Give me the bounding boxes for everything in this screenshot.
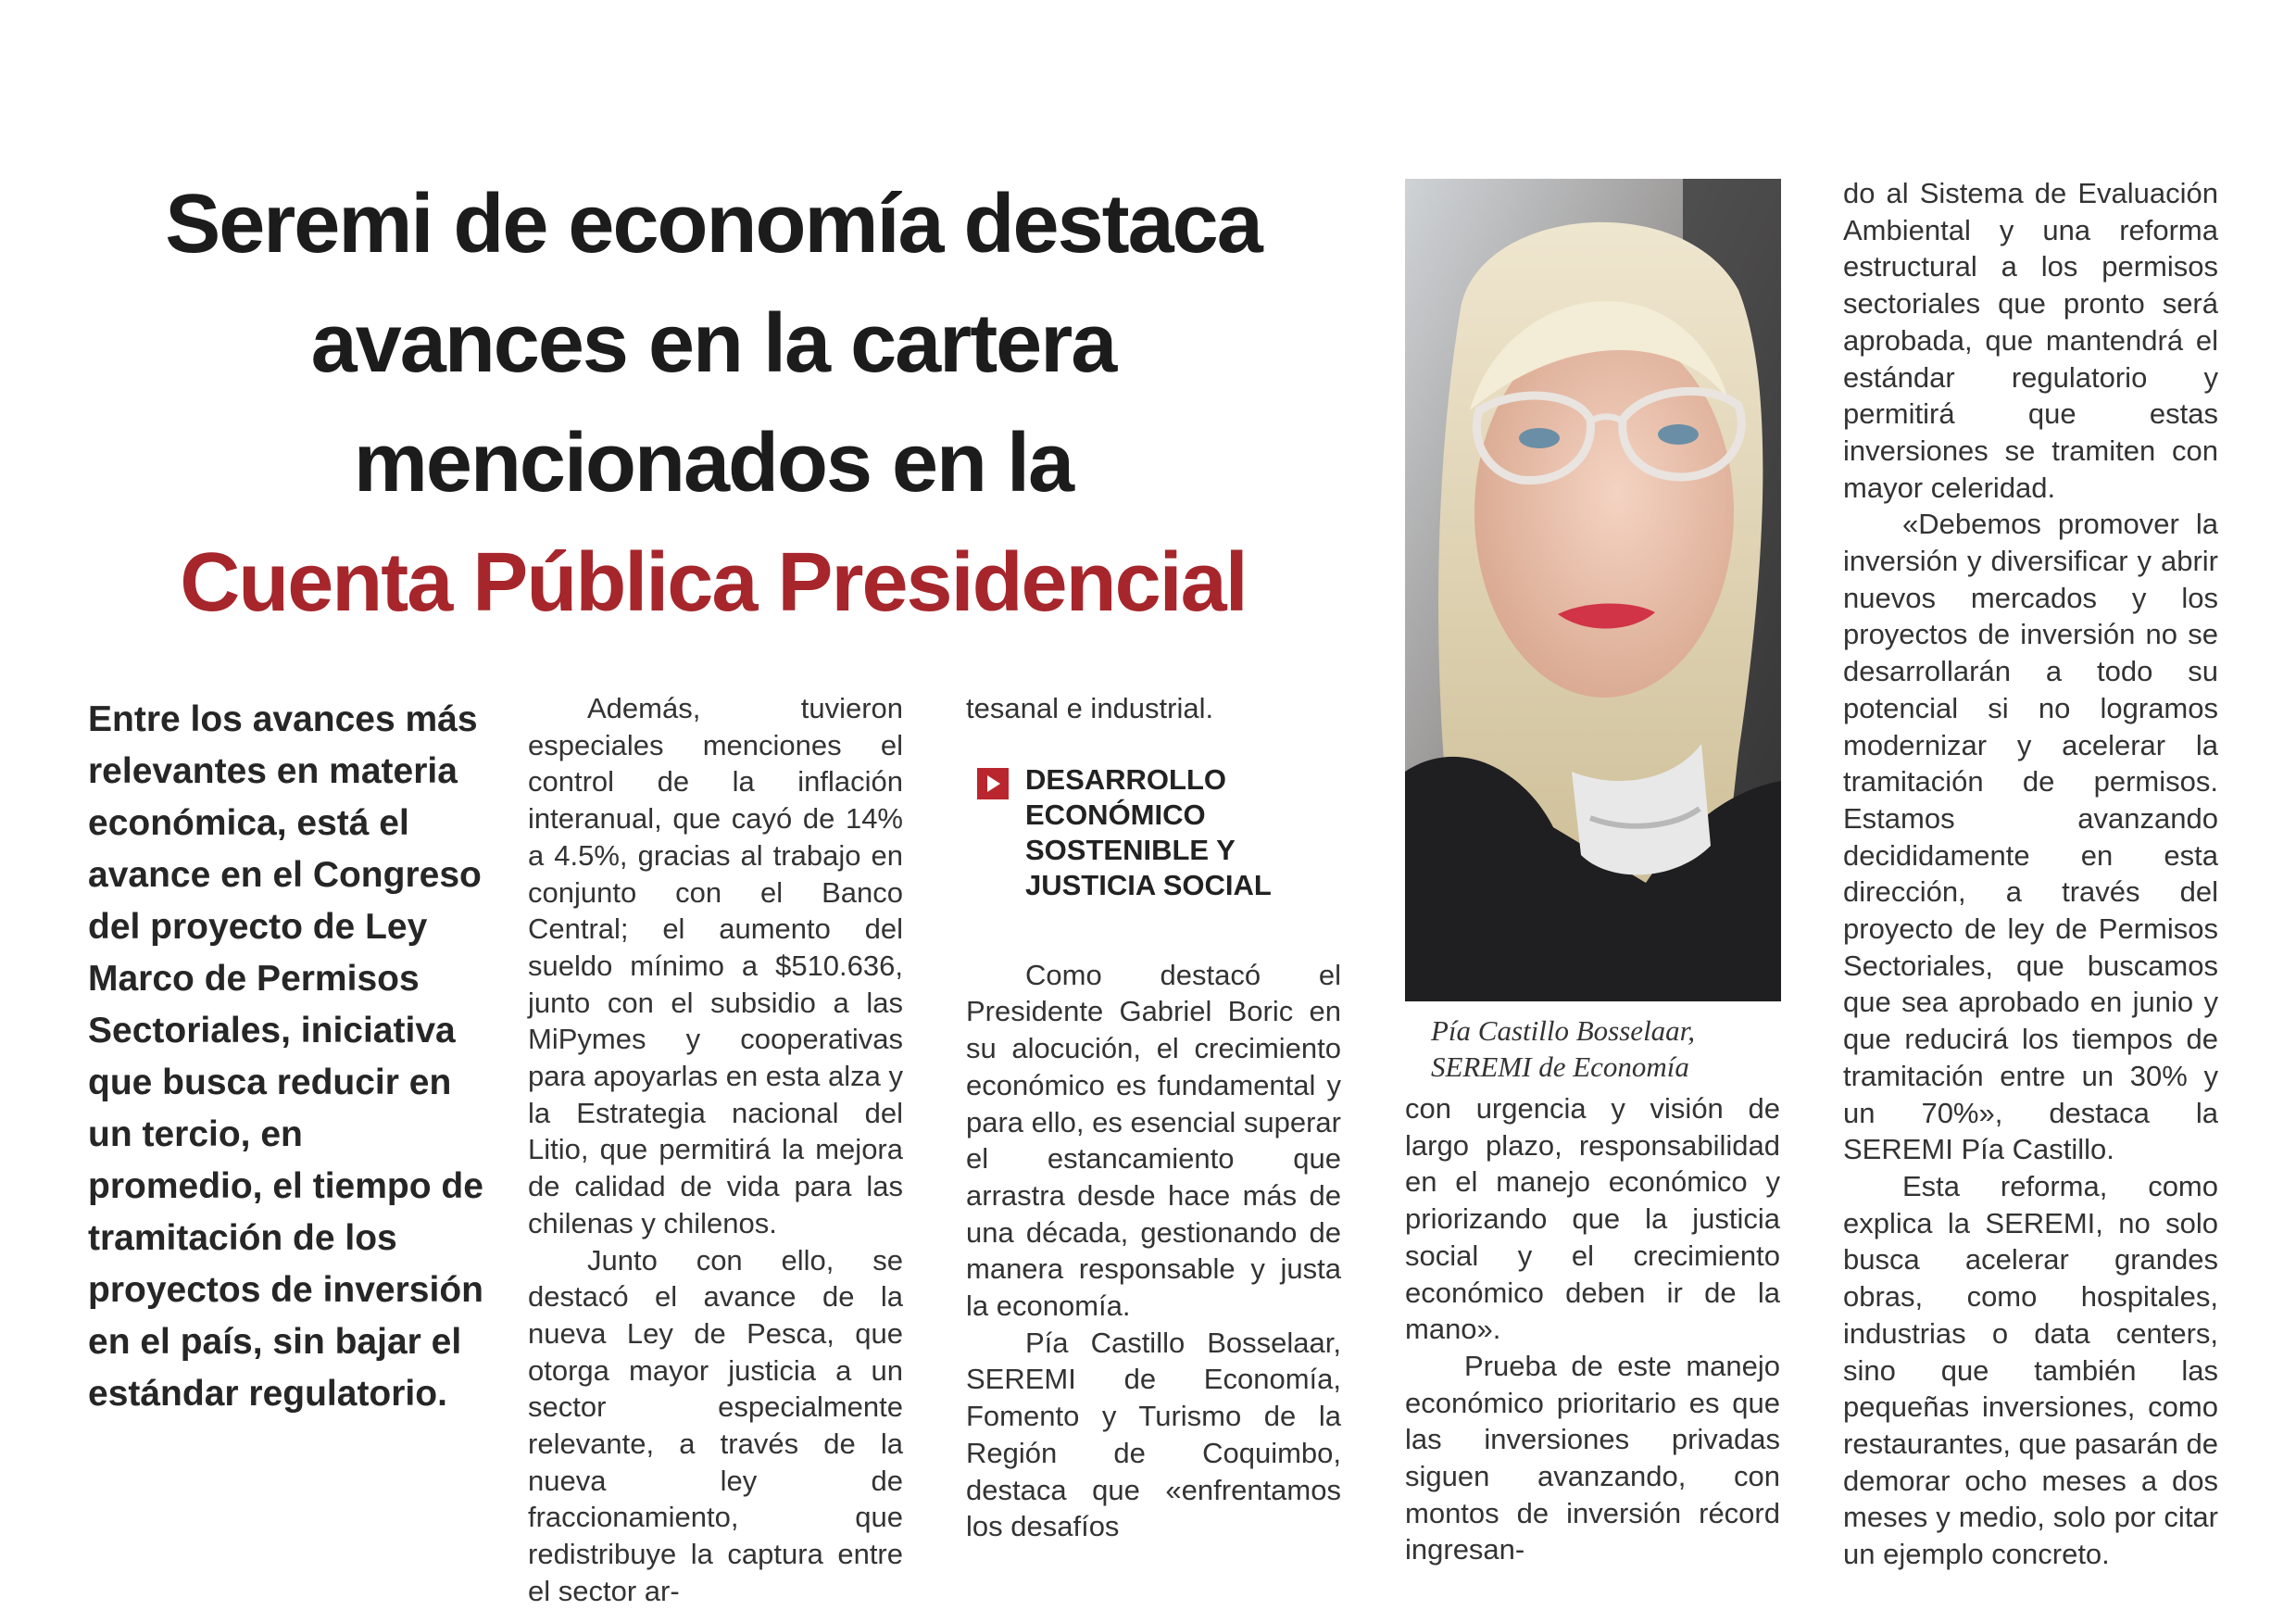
- paragraph-continuation: con urgencia y visión de largo plazo, responsabilidad en el manejo económico y priorizando que la justicia social y el crecimiento económico deben ir de la mano».: [1405, 1092, 1780, 1346]
- article-column-4: [1843, 175, 2218, 1573]
- headline: [130, 165, 1297, 643]
- article-column-3: [1405, 1090, 1780, 1568]
- paragraph: Pía Castillo Bosselaar, SEREMI de Economía, Fomento y Turismo de la Región de Coquimbo, destaca que «enfrentamos los desafíos: [966, 1326, 1341, 1543]
- lede-paragraph: Entre los avances más relevantes en materia económica, está el avance en el Congreso del proyecto de Ley Marco de Permisos Sectoriales, iniciativa que busca reducir en un tercio, en promedio, el tiempo de tramitación de los proyectos de inversión en el país, sin bajar el estándar regulatorio.: [88, 699, 483, 1414]
- photo-caption: [1431, 1013, 1801, 1085]
- paragraph-continuation: tesanal e industrial.: [966, 692, 1214, 724]
- section-subhead: [966, 762, 1341, 903]
- portrait-photo: [1405, 179, 1781, 1001]
- caption-line-1: Pía Castillo Bosselaar,: [1431, 1014, 1696, 1047]
- headline-line-3: mencionados en la: [353, 417, 1073, 509]
- headline-line-2: avances en la cartera: [310, 297, 1116, 390]
- headline-line-1: Seremi de economía destaca: [165, 178, 1261, 270]
- paragraph-continuation: do al Sistema de Evaluación Ambiental y una reforma estructural a los permisos sectoriales que pronto será aprobada, que mantendrá el estándar regulatorio y permitirá que estas inversiones se tramiten con mayor celeridad.: [1843, 177, 2218, 504]
- headline-accent-line: Cuenta Pública Presidencial: [180, 536, 1247, 629]
- play-arrow-icon: [977, 768, 1009, 799]
- paragraph: Esta reforma, como explica la SEREMI, no solo busca acelerar grandes obras, como hospitales, industrias o data centers, sino que también las pequeñas inversiones, como restaurantes, que pasarán de demorar ocho meses a dos meses y medio, solo por citar un ejemplo concreto.: [1843, 1169, 2218, 1571]
- paragraph: «Debemos promover la inversión y diversificar y abrir nuevos mercados y los proyectos de inversión no se desarrollarán a todo su potencial si no logramos modernizar y acelerar la tramitación de permisos. Estamos avanzando decididamente en esta dirección, a través del proyecto de ley de Permisos Sectoriales, que buscamos que sea aprobado en junio y que reducirá los tiempos de tramitación entre un 30% y un 70%», destaca la SEREMI Pía Castillo.: [1843, 508, 2218, 1166]
- portrait-illustration: [1405, 179, 1781, 1001]
- article-column-1: [528, 690, 903, 1610]
- subhead-text: DESARROLLO ECONÓMICO SOSTENIBLE Y JUSTICIA SOCIAL: [1025, 762, 1272, 901]
- article-column-2: [966, 690, 1341, 1545]
- paragraph: Prueba de este manejo económico prioritario es que las inversiones privadas siguen avanzando, con montos de inversión récord ingresan-: [1405, 1349, 1780, 1566]
- paragraph: Junto con ello, se destacó el avance de la nueva Ley de Pesca, que otorga mayor justicia a un sector especialmente relevante, a través de la nueva ley de fraccionamiento, que redistribuye la captura entre el sector ar-: [528, 1243, 903, 1607]
- caption-line-2: SEREMI de Economía: [1431, 1050, 1689, 1083]
- paragraph: Además, tuvieron especiales menciones el control de la inflación interanual, que cayó de 14% a 4.5%, gracias al trabajo en conjunto con el Banco Central; el aumento del sueldo mínimo a $510.636, junto con el subsidio a las MiPymes y cooperativas para apoyarlas en esta alza y la Estrategia nacional del Litio, que permitirá la mejora de calidad de vida para las chilenas y chilenos.: [528, 692, 903, 1239]
- paragraph: Como destacó el Presidente Gabriel Boric en su alocución, el crecimiento económico es fundamental y para ello, es esencial superar el estancamiento que arrastra desde hace más de una década, gestionando de manera responsable y justa la economía.: [966, 958, 1341, 1323]
